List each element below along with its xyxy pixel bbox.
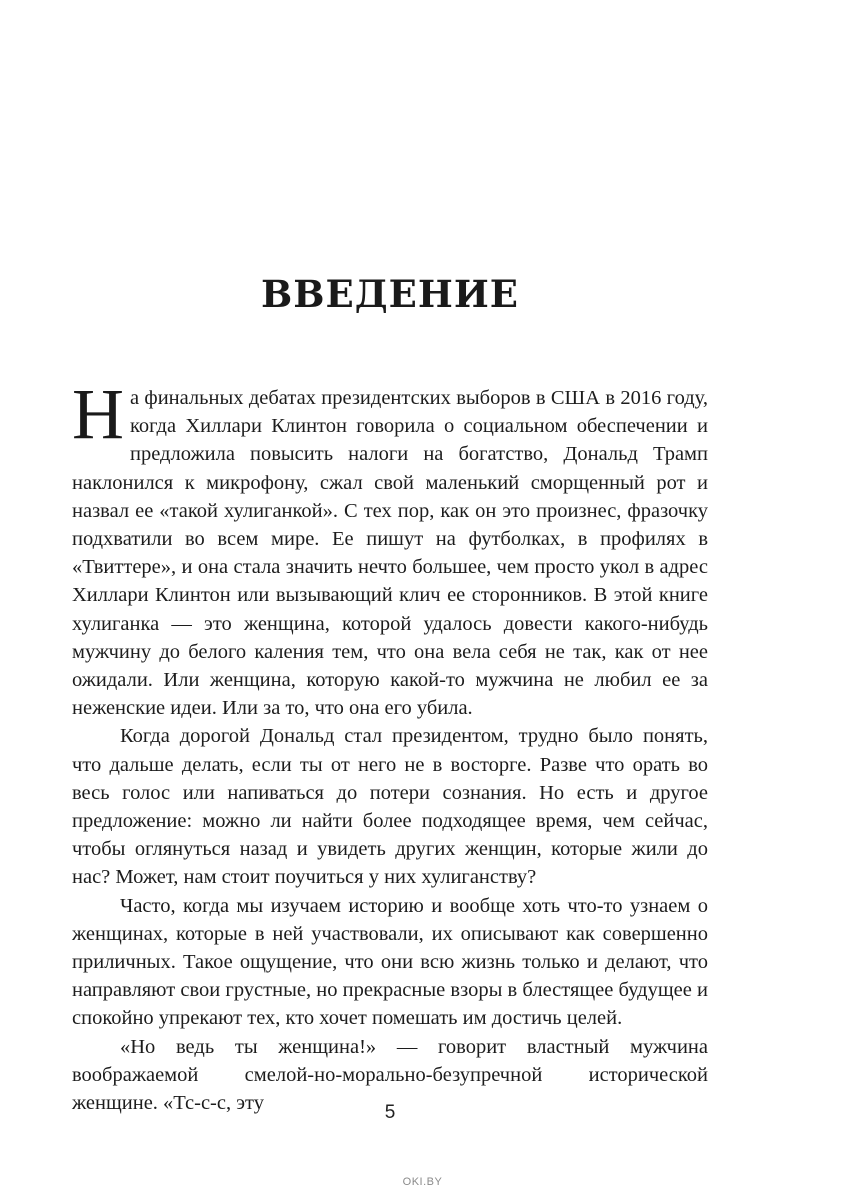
- paragraph-4: «Но ведь ты женщина!» — говорит властный мужчина воображаемой смелой-но-морально-безупречной исторической женщине. «Тс-с-с, эту: [72, 1035, 708, 1115]
- drop-cap: Н: [72, 374, 124, 454]
- watermark: OKI.BY: [402, 1176, 443, 1188]
- page-number: 5: [384, 1102, 396, 1123]
- paragraph-1-text: а финальных дебатах президентских выборов в США в 2016 году, когда Хиллари Клинтон говорила о социальном обеспечении и предложила повысить налоги на богатство, Дональд Трамп наклонился к микрофону, сжал свой маленький сморщенный рот и назвал ее «такой хулиганкой». С тех пор, как он это произнес, фразочку подхватили во всем мире. Ее пишут на футболках, в профилях в «Твиттере», и она стала значить нечто большее, чем просто укол в адрес Хиллари Клинтон или вызывающий клич ее сторонников. В этой книге хулиганка — это женщина, которой удалось довести какого-нибудь мужчину до белого каления тем, что она вела себя не так, как от нее ожидали. Или женщина, которую какой-то мужчина не любил ее за неженские идеи. Или за то, что она его убила.: [72, 387, 708, 720]
- paragraph-1: [72, 374, 708, 722]
- paragraph-3: Часто, когда мы изучаем историю и вообще хоть что-то узнаем о женщинах, которые в ней участвовали, их описывают как совершенно приличных. Такое ощущение, что они всю жизнь только и делают, что направляют свои грустные, но прекрасные взоры в блестящее будущее и спокойно упрекают тех, кто хочет помешать им достичь целей.: [72, 894, 708, 1030]
- paragraph-2: Когда дорогой Дональд стал президентом, трудно было понять, что дальше делать, если ты от него не в восторге. Разве что орать во весь голос или напиваться до потери сознания. Но есть и другое предложение: можно ли найти более подходящее время, чем сейчас, чтобы оглянуться назад и увидеть других женщин, которые жили до нас? Может, нам стоит поучиться у них хулиганству?: [72, 725, 708, 889]
- chapter-title: ВВЕДЕНИЕ: [261, 272, 519, 316]
- body-text: [72, 374, 708, 1117]
